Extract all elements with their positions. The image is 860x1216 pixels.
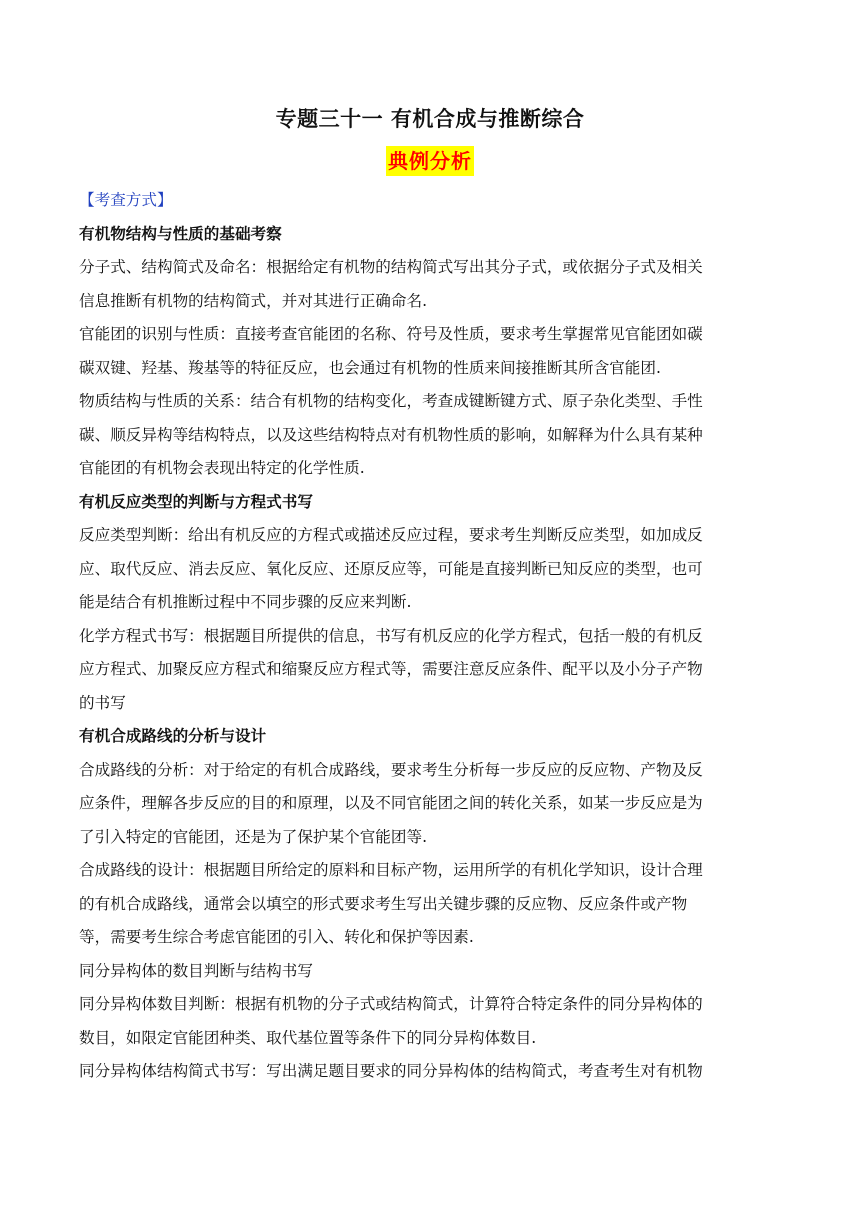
paragraph-line: 同分异构体数目判断：根据有机物的分子式或结构简式，计算符合特定条件的同分异构体的 — [79, 995, 703, 1013]
section-tag: 【考查方式】 — [79, 191, 173, 209]
subheading-synthesis-route: 有机合成路线的分析与设计 — [79, 727, 267, 745]
paragraph-line: 官能团的识别与性质：直接考查官能团的名称、符号及性质，要求考生掌握常见官能团如碳 — [79, 325, 703, 343]
subheading-structure-properties: 有机物结构与性质的基础考察 — [79, 224, 282, 243]
subheading-reaction-types: 有机反应类型的判断与方程式书写 — [79, 492, 313, 511]
paragraph-line: 物质结构与性质的关系：结合有机物的结构变化，考查成键断键方式、原子杂化类型、手性 — [79, 392, 703, 410]
paragraph-line: 了引入特定的官能团，还是为了保护某个官能团等. — [79, 827, 428, 846]
paragraph-line: 的有机合成路线，通常会以填空的形式要求考生写出关键步骤的反应物、反应条件或产物 — [79, 894, 688, 913]
paragraph-line: 信息推断有机物的结构简式，并对其进行正确命名. — [79, 291, 428, 310]
paragraph-line: 官能团的有机物会表现出特定的化学性质. — [79, 459, 365, 477]
paragraph-line: 合成路线的设计：根据题目所给定的原料和目标产物，运用所学的有机化学知识，设计合理 — [79, 861, 703, 879]
section-banner: 典例分析 — [386, 146, 474, 176]
paragraph-line: 应、取代反应、消去反应、氧化反应、还原反应等，可能是直接判断已知反应的类型，也可 — [79, 559, 703, 578]
document-title: 专题三十一 有机合成与推断综合 — [275, 107, 585, 131]
paragraph-line: 合成路线的分析：对于给定的有机合成路线，要求考生分析每一步反应的反应物、产物及反 — [79, 760, 703, 779]
paragraph-line: 应条件，理解各步反应的目的和原理，以及不同官能团之间的转化关系，如某一步反应是为 — [79, 794, 703, 812]
subheading-isomers: 同分异构体的数目判断与结构书写 — [79, 961, 313, 980]
paragraph-line: 数目，如限定官能团种类、取代基位置等条件下的同分异构体数目. — [79, 1028, 537, 1047]
paragraph-line: 的书写 — [79, 693, 126, 712]
paragraph-line: 碳、顺反异构等结构特点，以及这些结构特点对有机物性质的影响，如解释为什么具有某种 — [79, 425, 703, 444]
paragraph-line: 同分异构体结构简式书写：写出满足题目要求的同分异构体的结构简式，考查考生对有机物 — [79, 1062, 703, 1080]
paragraph-line: 碳双键、羟基、羧基等的特征反应，也会通过有机物的性质来间接推断其所含官能团. — [79, 358, 661, 377]
section-banner-row — [0, 146, 860, 176]
paragraph-line: 能是结合有机推断过程中不同步骤的反应来判断. — [79, 593, 412, 611]
paragraph-line: 分子式、结构简式及命名：根据给定有机物的结构简式写出其分子式，或依据分子式及相关 — [79, 258, 703, 276]
paragraph-line: 等，需要考生综合考虑官能团的引入、转化和保护等因素. — [79, 928, 474, 946]
paragraph-line: 化学方程式书写：根据题目所提供的信息，书写有机反应的化学方程式，包括一般的有机反 — [79, 626, 703, 645]
paragraph-line: 反应类型判断：给出有机反应的方程式或描述反应过程，要求考生判断反应类型，如加成反 — [79, 526, 703, 544]
paragraph-line: 应方程式、加聚反应方程式和缩聚反应方程式等，需要注意反应条件、配平以及小分子产物 — [79, 660, 703, 678]
document-body — [79, 184, 784, 1089]
